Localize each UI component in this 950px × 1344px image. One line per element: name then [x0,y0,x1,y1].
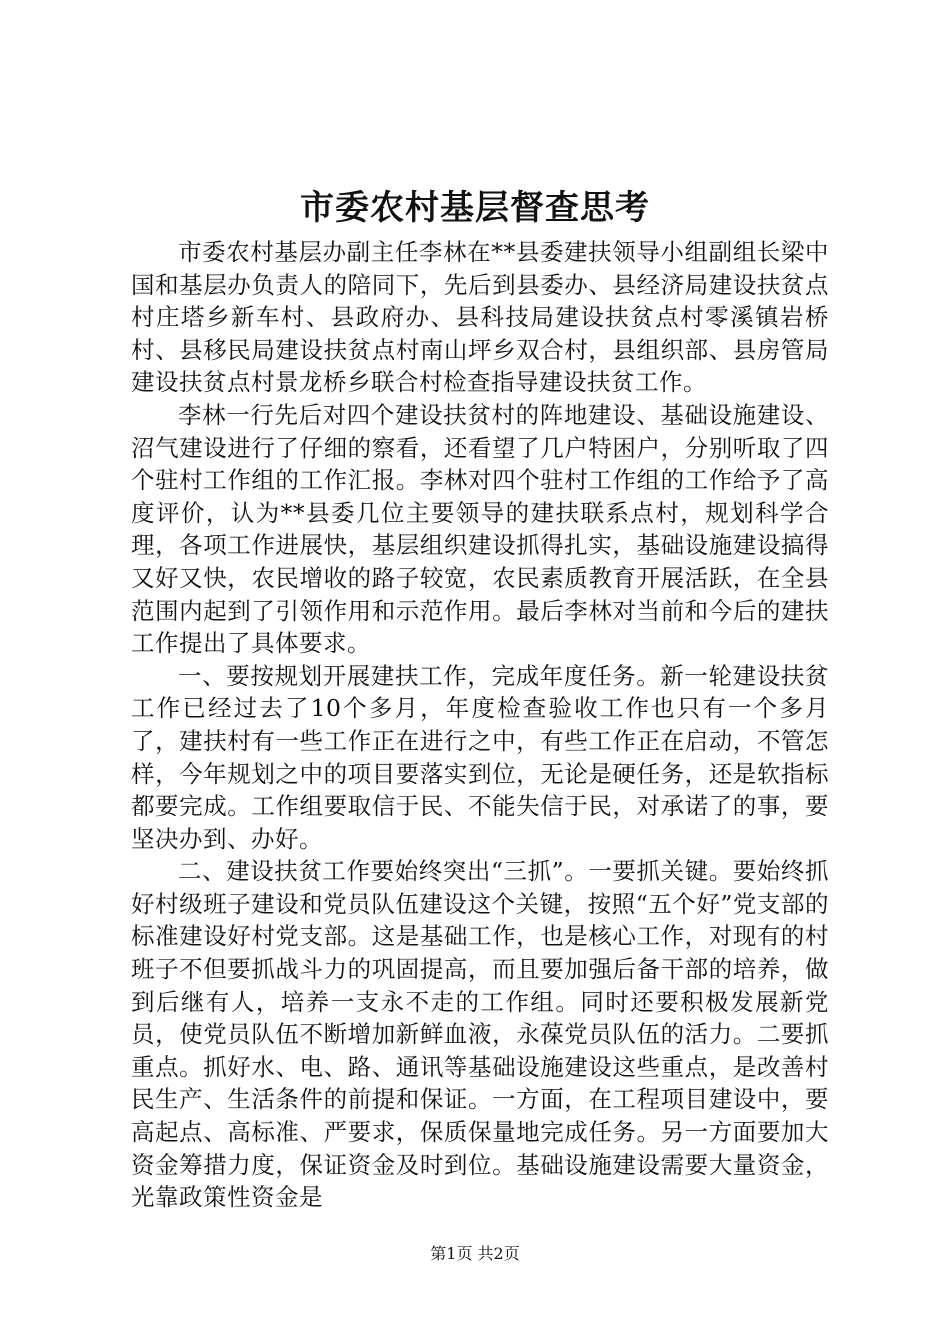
document-title: 市委农村基层督查思考 [300,188,650,228]
paragraph-requirement-one: 一、要按规划开展建扶工作，完成年度任务。新一轮建设扶贫工作已经过去了10个多月，年度检查验收工作也只有一个多月了，建扶村有一些工作正在进行之中，有些工作正在启动，不管怎样，今年规划之中的项目要落实到位，无论是硬任务，还是软指标都要完成。工作组要取信于民、不能失信于民，对承诺了的事，要坚决办到、办好。 [131,661,829,853]
document-body [131,236,829,1214]
paragraph-inspection: 李林一行先后对四个建设扶贫村的阵地建设、基础设施建设、沼气建设进行了仔细的察看，还看望了几户特困户，分别听取了四个驻村工作组的工作汇报。李林对四个驻村工作组的工作给予了高度评价，认为**县委几位主要领导的建扶联系点村，规划科学合理，各项工作进展快，基层组织建设抓得扎实，基础设施建设搞得又好又快，农民增收的路子较宽，农民素质教育开展活跃，在全县范围内起到了引领作用和示范作用。最后李林对当前和今后的建扶工作提出了具体要求。 [131,400,829,658]
page-footer: 第1页 共2页 [430,1244,520,1263]
paragraph-requirement-two: 二、建设扶贫工作要始终突出“三抓”。一要抓关键。要始终抓好村级班子建设和党员队伍建设这个关键，按照“五个好”党支部的标准建设好村党支部。这是基础工作，也是核心工作，对现有的村班子不但要抓战斗力的巩固提高，而且要加强后备干部的培养，做到后继有人，培养一支永不走的工作组。同时还要积极发展新党员，使党员队伍不断增加新鲜血液，永葆党员队伍的活力。二要抓重点。抓好水、电、路、通讯等基础设施建设这些重点，是改善村民生产、生活条件的前提和保证。一方面，在工程项目建设中，要高起点、高标准、严要求，保质保量地完成任务。另一方面要加大资金筹措力度，保证资金及时到位。基础设施建设需要大量资金，光靠政策性资金是 [131,857,829,1212]
paragraph-intro: 市委农村基层办副主任李林在**县委建扶领导小组副组长梁中国和基层办负责人的陪同下，先后到县委办、县经济局建设扶贫点村庄塔乡新车村、县政府办、县科技局建设扶贫点村零溪镇岩桥村、县移民局建设扶贫点村南山坪乡双合村，县组织部、县房管局建设扶贫点村景龙桥乡联合村检查指导建设扶贫工作。 [131,238,829,397]
